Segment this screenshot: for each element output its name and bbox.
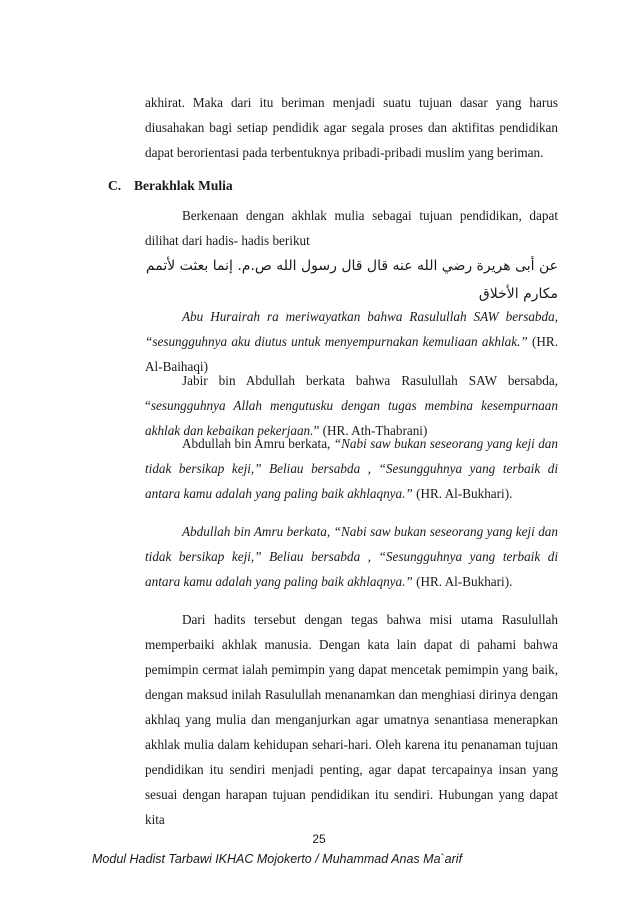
hadith-2-lead: Jabir bin Abdullah berkata bahwa Rasulullah SAW bersabda, “	[145, 373, 558, 413]
hadith-3-source: (HR. Al-Bukhari).	[412, 486, 513, 501]
section-title: Berakhlak Mulia	[134, 178, 233, 193]
hadith-3-lead: Abdullah bin Amru berkata,	[182, 436, 334, 451]
footer-text: Modul Hadist Tarbawi IKHAC Mojokerto / Muhammad Anas Ma`arif	[92, 852, 463, 866]
page-number: 25	[312, 832, 326, 846]
section-letter: C.	[108, 178, 122, 193]
hadith-3-quote: “Nabi saw bukan seseorang yang keji dan tidak bersikap keji,” Beliau bersabda , “Sesungguhnya yang terbaik di antara kamu adalah yang paling baik akhlaqnya.”	[145, 436, 558, 501]
intro-paragraph: akhirat. Maka dari itu beriman menjadi suatu tujuan dasar yang harus diusahakan bagi setiap pendidik agar segala proses dan aktifitas pendidikan dapat berorientasi pada terbentuknya pribadi-pribadi muslim yang beriman.	[145, 95, 558, 160]
paragraph-intro-hadith: Berkenaan dengan akhlak mulia sebagai tujuan pendidikan, dapat dilihat dari hadis- hadis berikut	[145, 208, 558, 248]
hadith-2-quote: sesungguhnya Allah mengutusku dengan tugas membina kesempurnaan akhlak dan kebaikan pekerjaan.	[145, 398, 558, 438]
hadith-paragraph-3	[145, 431, 558, 506]
hadith-4-text: Abdullah bin Amru berkata, “Nabi saw bukan seseorang yang keji dan tidak bersikap keji,” Beliau bersabda , “Sesungguhnya yang terbaik di antara kamu adalah yang paling baik akhlaqnya.”	[145, 524, 558, 589]
section-heading	[108, 174, 233, 198]
hadith-1-source: (HR. Al-Baihaqi)	[145, 334, 558, 374]
hadith-paragraph-4	[145, 519, 558, 594]
hadith-1-text: Abu Hurairah ra meriwayatkan bahwa Rasulullah SAW bersabda, “sesungguhnya aku diutus untuk menyempurnakan kemuliaan akhlak.”	[145, 309, 558, 349]
closing-paragraph: Dari hadits tersebut dengan tegas bahwa misi utama Rasulullah memperbaiki akhlak manusia. Dengan kata lain dapat di pahami bahwa pemimpin cermat ialah pemimpin yang dapat mencetak pemimpin yang baik, dengan maksud inilah Rasulullah menanamkan dan menghiasi dirinya dengan akhlaq yang mulia dan menganjurkan agar umatnya senantiasa menerapkan akhlak mulia dalam kehidupan sehari-hari. Oleh karena itu penanaman tujuan pendidikan itu sendiri menjadi penting, agar dapat tercapainya insan yang sesuai dengan harapan tujuan pendidikan itu sendiri. Hubungan yang dapat kita	[145, 612, 558, 827]
arabic-hadith: عن أبى هريرة رضي الله عنه قال قال رسول الله ص.م. إنما بعثت لأتمم مكارم الأخلاق	[145, 258, 558, 302]
hadith-4-source: (HR. Al-Bukhari).	[412, 574, 513, 589]
hadith-2-source: ” (HR. Ath-Thabrani)	[313, 423, 428, 438]
